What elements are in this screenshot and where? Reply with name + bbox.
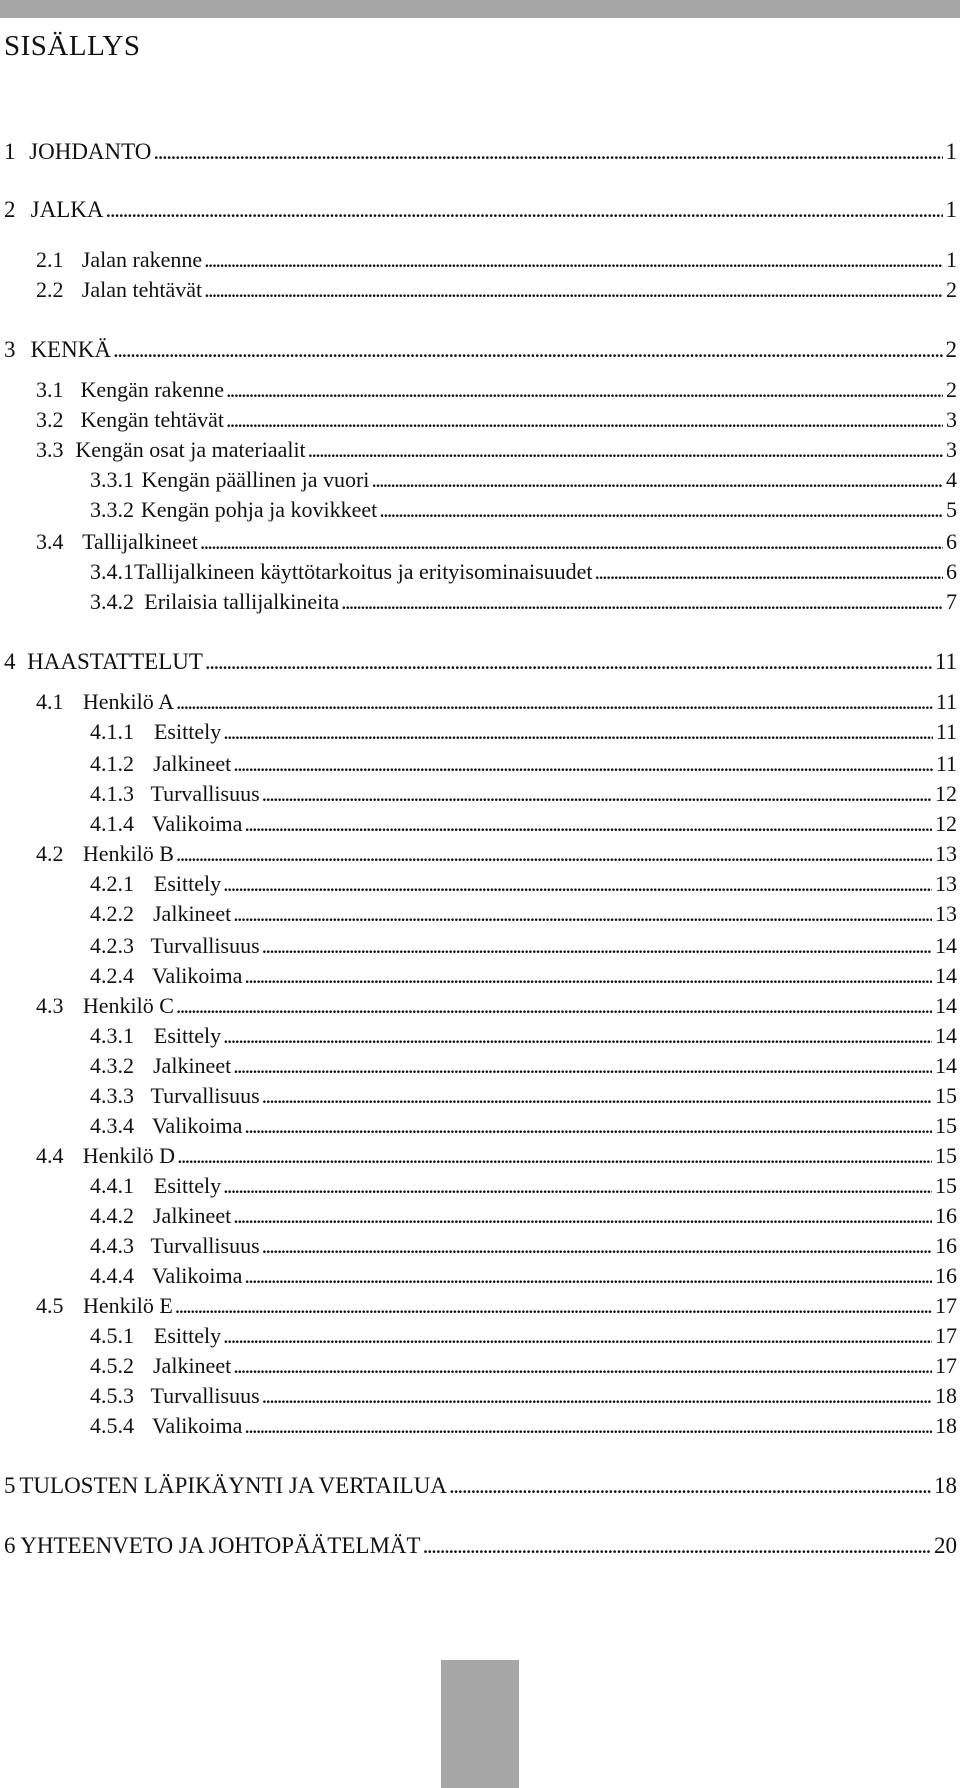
toc-entry-number: 4.3.2 — [90, 1053, 134, 1078]
toc-entry-page: 7 — [946, 589, 957, 614]
dot-leader — [223, 718, 933, 746]
dot-leader — [244, 1262, 932, 1290]
toc-entry[interactable] — [4, 196, 957, 224]
toc-entry-number: 4.5.2 — [90, 1353, 134, 1378]
dot-leader — [204, 276, 943, 304]
dot-leader — [223, 1172, 932, 1200]
toc-entry-title: Turvallisuus — [150, 1233, 260, 1258]
toc-entry[interactable] — [90, 558, 957, 586]
toc-entry-number: 2 — [4, 197, 16, 222]
toc-entry-page: 17 — [935, 1293, 957, 1318]
dot-leader — [262, 1382, 932, 1410]
toc-entry-number: 4.2.4 — [90, 963, 134, 988]
toc-entry-number: 4.2.2 — [90, 901, 134, 926]
toc-entry[interactable] — [4, 648, 957, 676]
toc-entry-title: Valikoima — [151, 811, 243, 836]
toc-entry-title: Turvallisuus — [150, 1383, 260, 1408]
toc-entry[interactable] — [90, 900, 957, 928]
toc-entry-title: Henkilö A — [82, 689, 174, 714]
toc-entry-number: 3 — [4, 337, 16, 362]
toc-entry[interactable] — [90, 1202, 957, 1230]
toc-entry-page: 14 — [935, 1053, 957, 1078]
footer-gray-block — [441, 1660, 519, 1788]
toc-entry-page: 12 — [935, 811, 957, 836]
toc-entry-title: Esittely — [153, 1323, 222, 1348]
toc-entry-title: TULOSTEN LÄPIKÄYNTI JA VERTAILUA — [19, 1473, 447, 1498]
toc-entry-page: 13 — [935, 841, 957, 866]
toc-entry-page: 1 — [945, 139, 957, 164]
toc-entry-title: Jalkineet — [153, 751, 232, 776]
toc-entry-number: 4.1.3 — [90, 781, 134, 806]
toc-entry-page: 6 — [946, 529, 957, 554]
toc-entry-page: 4 — [946, 467, 957, 492]
toc-entry-title: Erilaisia tallijalkineita — [144, 589, 340, 614]
toc-entry[interactable] — [90, 780, 957, 808]
toc-entry-page: 3 — [946, 407, 957, 432]
toc-entry-title: Henkilö C — [82, 993, 174, 1018]
toc-entry-number: 4.1.4 — [90, 811, 134, 836]
toc-entry[interactable] — [90, 1412, 957, 1440]
toc-entry-page: 5 — [946, 497, 957, 522]
toc-entry-page: 18 — [935, 1383, 957, 1408]
toc-entry-number: 3.1 — [36, 377, 64, 402]
dot-leader — [176, 992, 932, 1020]
toc-entry[interactable] — [36, 840, 957, 868]
toc-entry-number: 4.5.3 — [90, 1383, 134, 1408]
toc-entry-number: 4.2 — [36, 841, 64, 866]
toc-entry[interactable] — [36, 276, 957, 304]
toc-entry[interactable] — [90, 962, 957, 990]
toc-entry[interactable] — [90, 1262, 957, 1290]
toc-entry[interactable] — [36, 688, 957, 716]
toc-entry-number: 2.1 — [36, 247, 64, 272]
toc-entry-title: Jalan rakenne — [81, 247, 203, 272]
dot-leader — [262, 1082, 932, 1110]
toc-entry-number: 4.4.2 — [90, 1203, 134, 1228]
toc-entry-page: 14 — [935, 963, 957, 988]
dot-leader — [244, 810, 932, 838]
toc-entry-title: Kengän rakenne — [80, 377, 224, 402]
toc-entry[interactable] — [90, 750, 957, 778]
toc-entry-page: 15 — [935, 1173, 957, 1198]
toc-entry-title: Turvallisuus — [150, 1083, 260, 1108]
toc-entry[interactable] — [90, 496, 957, 524]
toc-entry[interactable] — [90, 1112, 957, 1140]
toc-entry-number: 4.1 — [36, 689, 64, 714]
toc-entry-page: 12 — [935, 781, 957, 806]
toc-entry-number: 3.3 — [36, 437, 64, 462]
toc-entry-page: 15 — [935, 1083, 957, 1108]
toc-entry-title: Kengän osat ja materiaalit — [75, 437, 306, 462]
dot-leader — [200, 528, 943, 556]
toc-entry[interactable] — [90, 870, 957, 898]
toc-entry-page: 14 — [935, 933, 957, 958]
toc-entry[interactable] — [90, 1082, 957, 1110]
toc-entry-page: 1 — [946, 247, 957, 272]
toc-entry-title: YHTEENVETO JA JOHTOPÄÄTELMÄT — [20, 1533, 421, 1558]
toc-entry-title: JALKA — [30, 197, 104, 222]
toc-entry-number: 5 — [4, 1473, 16, 1498]
toc-entry-number: 1 — [4, 139, 16, 164]
toc-entry-title: Tallijalkineen käyttötarkoitus ja erityisominaisuudet — [134, 559, 593, 584]
toc-entry-title: Valikoima — [151, 963, 243, 988]
toc-entry-title: Turvallisuus — [150, 933, 260, 958]
toc-entry-number: 4.1.2 — [90, 751, 134, 776]
toc-entry-page: 2 — [945, 337, 957, 362]
dot-leader — [595, 558, 943, 586]
toc-entry[interactable] — [90, 932, 957, 960]
dot-leader — [244, 1112, 932, 1140]
toc-entry-number: 3.3.2 — [90, 497, 134, 522]
toc-entry-number: 3.3.1 — [90, 467, 134, 492]
toc-entry-number: 4.4.4 — [90, 1263, 134, 1288]
toc-entry[interactable] — [4, 1532, 957, 1560]
toc-entry-number: 4.4 — [36, 1143, 64, 1168]
dot-leader — [223, 1322, 932, 1350]
dot-leader — [177, 1142, 932, 1170]
toc-entry-page: 11 — [935, 689, 957, 714]
dot-leader — [205, 648, 932, 676]
dot-leader — [106, 196, 943, 224]
toc-entry-number: 3.4.2 — [90, 589, 134, 614]
toc-entry-page: 11 — [935, 719, 957, 744]
dot-leader — [223, 870, 932, 898]
dot-leader — [379, 496, 943, 524]
toc-entry-title: Jalkineet — [153, 901, 232, 926]
toc-entry-page: 20 — [934, 1533, 957, 1558]
toc-entry-title: Valikoima — [151, 1413, 243, 1438]
dot-leader — [233, 1052, 932, 1080]
toc-entry[interactable] — [36, 376, 957, 404]
toc-entry-page: 1 — [945, 197, 957, 222]
toc-entry-number: 4.3.1 — [90, 1023, 134, 1048]
toc-entry-number: 3.4 — [36, 529, 64, 554]
toc-entry-page: 2 — [946, 277, 957, 302]
toc-entry-title: Kengän pohja ja kovikkeet — [140, 497, 378, 522]
toc-entry-number: 4.3.4 — [90, 1113, 134, 1138]
toc-entry-page: 13 — [935, 901, 957, 926]
dot-leader — [175, 1292, 932, 1320]
toc-entry-title: Turvallisuus — [150, 781, 260, 806]
toc-entry-page: 16 — [935, 1263, 957, 1288]
toc-entry-title: KENKÄ — [30, 337, 111, 362]
dot-leader — [233, 750, 933, 778]
toc-entry[interactable] — [36, 406, 957, 434]
toc-entry[interactable] — [36, 1292, 957, 1320]
toc-entry[interactable] — [4, 336, 957, 364]
toc-entry-title: Valikoima — [151, 1263, 243, 1288]
toc-entry-number: 4.4.3 — [90, 1233, 134, 1258]
toc-entry-number: 4.4.1 — [90, 1173, 134, 1198]
toc-entry-page: 14 — [935, 1023, 957, 1048]
toc-entry[interactable] — [36, 992, 957, 1020]
toc-entry[interactable] — [36, 436, 957, 464]
toc-entry[interactable] — [90, 466, 957, 494]
toc-entry-title: Jalkineet — [153, 1353, 232, 1378]
dot-leader — [233, 900, 932, 928]
dot-leader — [244, 962, 932, 990]
toc-entry[interactable] — [36, 1142, 957, 1170]
dot-leader — [233, 1352, 932, 1380]
toc-entry-title: Henkilö E — [82, 1293, 173, 1318]
toc-entry[interactable] — [36, 528, 957, 556]
toc-entry[interactable] — [4, 1472, 957, 1500]
toc-entry-number: 4.5.1 — [90, 1323, 134, 1348]
dot-leader — [223, 1022, 932, 1050]
toc-entry-page: 16 — [935, 1233, 957, 1258]
toc-entry-page: 16 — [935, 1203, 957, 1228]
toc-entry-title: Jalan tehtävät — [81, 277, 203, 302]
toc-entry-number: 4 — [4, 649, 16, 674]
toc-entry-number: 6 — [4, 1533, 16, 1558]
toc-entry-number: 4.3.3 — [90, 1083, 134, 1108]
dot-leader — [244, 1412, 932, 1440]
dot-leader — [371, 466, 943, 494]
dot-leader — [113, 336, 943, 364]
toc-entry-page: 15 — [935, 1113, 957, 1138]
toc-entry-number: 4.1.1 — [90, 719, 134, 744]
toc-entry-page: 6 — [946, 559, 957, 584]
toc-entry-number: 4.2.3 — [90, 933, 134, 958]
toc-entry-page: 18 — [935, 1413, 957, 1438]
dot-leader — [449, 1472, 931, 1500]
toc-entry-number: 2.2 — [36, 277, 64, 302]
toc-entry[interactable] — [4, 138, 957, 166]
dot-leader — [423, 1532, 931, 1560]
toc-entry[interactable] — [90, 1382, 957, 1410]
dot-leader — [226, 376, 943, 404]
toc-entry-number: 3.4.1 — [90, 559, 134, 584]
toc-entry[interactable] — [90, 1022, 957, 1050]
toc-entry[interactable] — [90, 1172, 957, 1200]
toc-entry-title: Tallijalkineet — [82, 529, 198, 554]
toc-entry[interactable] — [90, 810, 957, 838]
toc-entry-page: 11 — [935, 751, 957, 776]
dot-leader — [262, 932, 932, 960]
toc-entry-page: 14 — [935, 993, 957, 1018]
toc-entry-title: Valikoima — [151, 1113, 243, 1138]
toc-entry[interactable] — [90, 1352, 957, 1380]
toc-entry-page: 11 — [934, 649, 957, 674]
toc-entry-title: Jalkineet — [153, 1053, 232, 1078]
toc-entry-title: Esittely — [153, 1023, 222, 1048]
toc-entry-page: 15 — [935, 1143, 957, 1168]
toc-entry-number: 4.2.1 — [90, 871, 134, 896]
dot-leader — [233, 1202, 932, 1230]
toc-entry-title: Kengän tehtävät — [80, 407, 224, 432]
toc-entry-title: Esittely — [153, 719, 222, 744]
dot-leader — [262, 1232, 932, 1260]
toc-entry-title: HAASTATTELUT — [27, 649, 203, 674]
toc-entry-title: Henkilö D — [82, 1143, 176, 1168]
dot-leader — [341, 588, 943, 616]
toc-entry-title: Esittely — [153, 1173, 222, 1198]
toc-entry[interactable] — [90, 588, 957, 616]
toc-entry-page: 18 — [934, 1473, 957, 1498]
dot-leader — [176, 840, 932, 868]
toc-entry-title: Kengän päällinen ja vuori — [141, 467, 370, 492]
dot-leader — [176, 688, 933, 716]
toc-entry-number: 4.5 — [36, 1293, 64, 1318]
toc-entry[interactable] — [90, 1052, 957, 1080]
dot-leader — [204, 246, 943, 274]
toc-entry-page: 13 — [935, 871, 957, 896]
toc-entry-title: JOHDANTO — [29, 139, 152, 164]
dot-leader — [262, 780, 932, 808]
toc-entry-page: 2 — [946, 377, 957, 402]
page-title: SISÄLLYS — [4, 30, 141, 62]
toc-entry-title: Henkilö B — [82, 841, 174, 866]
dot-leader — [153, 138, 942, 166]
toc-entry-title: Esittely — [153, 871, 222, 896]
toc-entry[interactable] — [90, 1322, 957, 1350]
toc-entry-page: 17 — [935, 1353, 957, 1378]
toc-entry-number: 3.2 — [36, 407, 64, 432]
toc-entry[interactable] — [36, 246, 957, 274]
toc-entry-page: 3 — [946, 437, 957, 462]
dot-leader — [308, 436, 943, 464]
toc-entry[interactable] — [90, 718, 957, 746]
toc-entry-number: 4.5.4 — [90, 1413, 134, 1438]
toc-entry[interactable] — [90, 1232, 957, 1260]
toc-entry-page: 17 — [935, 1323, 957, 1348]
dot-leader — [226, 406, 943, 434]
toc-entry-title: Jalkineet — [153, 1203, 232, 1228]
toc-entry-number: 4.3 — [36, 993, 64, 1018]
